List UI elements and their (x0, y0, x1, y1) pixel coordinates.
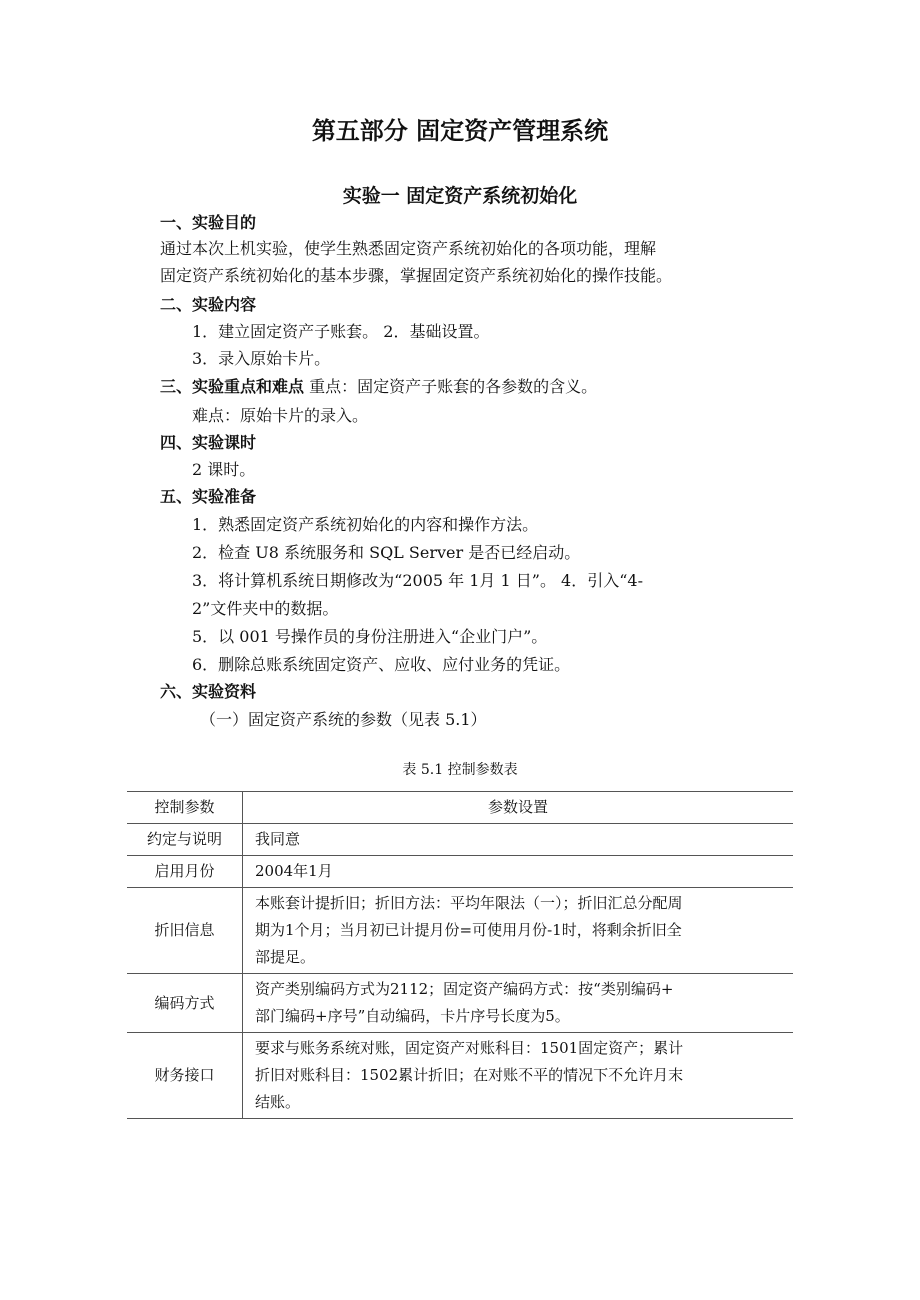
text-line: 难点：原始卡片的录入。 (192, 406, 369, 425)
section-heading: 四、实验课时 (160, 433, 257, 452)
param-value: 折旧对账科目：1502累计折旧；在对账不平的情况下不允许月末 (255, 1066, 684, 1084)
text-line: 2”文件夹中的数据。 (192, 599, 339, 618)
param-value: 本账套计提折旧；折旧方法：平均年限法（一）；折旧汇总分配周 (255, 894, 683, 912)
text-line: 1．熟悉固定资产系统初始化的内容和操作方法。 (192, 515, 539, 534)
text-line: 3．录入原始卡片。 (192, 349, 331, 368)
table-row (127, 824, 793, 856)
section-heading: 六、实验资料 (160, 682, 257, 701)
text-line: 固定资产系统初始化的基本步骤，掌握固定资产系统初始化的操作技能。 (160, 266, 673, 285)
header-cell: 参数设置 (243, 792, 794, 824)
param-name: 启用月份 (127, 856, 243, 888)
table-row (127, 1033, 793, 1119)
param-value: 部提足。 (255, 948, 316, 966)
table-row (127, 974, 793, 1033)
text-line: 5．以 001 号操作员的身份注册进入“企业门户”。 (192, 627, 548, 646)
control-parameters-table (127, 791, 793, 1119)
text-line: 重点：固定资产子账套的各参数的含义。 (309, 377, 598, 396)
section-heading: 三、实验重点和难点 (160, 377, 305, 396)
param-name: 编码方式 (127, 974, 243, 1033)
text-line: 2 课时。 (192, 460, 256, 479)
part-title: 第五部分 固定资产管理系统 (311, 117, 609, 145)
param-value: 我同意 (255, 830, 301, 848)
param-value: 2004年1月 (255, 862, 333, 880)
text-line: 1．建立固定资产子账套。 2．基础设置。 (192, 322, 490, 341)
text-line: （一）固定资产系统的参数（见表 5.1） (200, 710, 487, 729)
param-value: 资产类别编码方式为2112；固定资产编码方式：按“类别编码+ (255, 980, 674, 998)
param-value: 部门编码+序号”自动编码，卡片序号长度为5。 (255, 1007, 570, 1025)
param-name: 折旧信息 (127, 888, 243, 974)
text-line: 3．将计算机系统日期修改为“2005 年 1月 1 日”。 4．引入“4- (192, 571, 643, 590)
table-row (127, 856, 793, 888)
text-line: 6．删除总账系统固定资产、应收、应付业务的凭证。 (192, 655, 571, 674)
experiment-title: 实验一 固定资产系统初始化 (342, 185, 578, 207)
table-caption: 表 5.1 控制参数表 (402, 762, 518, 778)
param-name: 约定与说明 (127, 824, 243, 856)
param-value: 期为1个月；当月初已计提月份=可使用月份-1时，将剩余折旧全 (255, 921, 682, 939)
param-value: 结账。 (255, 1093, 301, 1111)
text-line: 2．检查 U8 系统服务和 SQL Server 是否已经启动。 (192, 543, 581, 562)
param-name: 财务接口 (127, 1033, 243, 1119)
header-cell: 控制参数 (127, 792, 243, 824)
param-value: 要求与账务系统对账，固定资产对账科目：1501固定资产；累计 (255, 1039, 684, 1057)
text-line: 通过本次上机实验，使学生熟悉固定资产系统初始化的各项功能，理解 (160, 239, 657, 258)
table-row (127, 888, 793, 974)
section-heading: 二、实验内容 (160, 295, 257, 314)
section-heading: 一、实验目的 (160, 213, 257, 232)
table-header-row (127, 792, 793, 824)
section-heading: 五、实验准备 (160, 487, 257, 506)
